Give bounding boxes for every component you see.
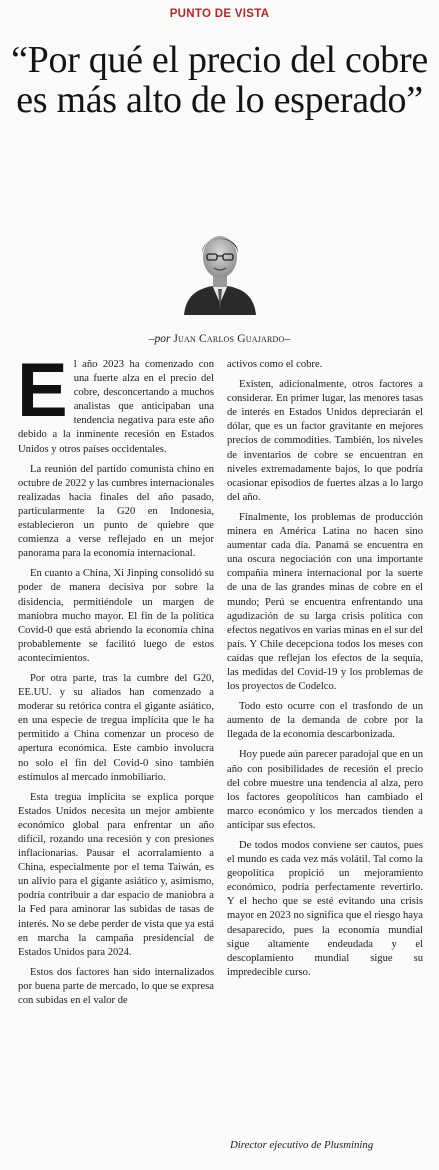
- paragraph: En cuanto a China, Xi Jinping consolidó su poder de manera decisiva por sobre la disidencia, permitiéndole un margen de maniobra mucho mayor. El fin de la política Covid-0 que está abriendo la economía china probablemente se facilitó luego de estos acontecimientos.: [18, 568, 214, 664]
- author-portrait: [178, 225, 262, 315]
- byline-prefix: –por: [148, 333, 174, 345]
- drop-cap: E: [17, 348, 68, 433]
- paragraph: Estos dos factores han sido internalizados por buena parte de mercado, lo que se expresa con subidas en el valor de: [18, 966, 214, 1007]
- article-column-left: [17, 348, 214, 1014]
- author-name: Juan Carlos Guajardo: [173, 333, 285, 345]
- paragraph: Esta tregua implícita se explica porque Estados Unidos necesita un mejor ambiente económico global para enfrentar un año difícil, rozando una recesión y con presiones inflacionarias. Pausar el acorralamiento a China, especialmente por el tema Taiwán, es un alivio para el gigante asiático y, asimismo, podría contribuir a dar espacio de maniobra a la Fed para aminorar las subidas de tasas de interés. No se debe perder de vista que ya está en marcha la campaña presidencial de Estados Unidos para 2024.: [18, 791, 214, 958]
- paragraph: Existen, adicionalmente, otros factores a considerar. En primer lugar, las menores tasas de interés en Estados Unidos depreciarán el dólar, que es un factor gravitante en mejores precios de commodities. También, los niveles de inventarios de cobre se encuentran en niveles extremadamente bajos, lo que podría ocasionar episodios de fuertes alzas a lo largo del año.: [227, 379, 423, 503]
- paragraph: activos como el cobre.: [227, 359, 323, 370]
- author-signature: Director ejecutivo de Plusmining: [230, 1139, 374, 1151]
- paragraph: La reunión del partido comunista chino en octubre de 2022 y las cumbres internacionales realizadas hacia finales del año pasado, particularmente la G20 en Indonesia, establecieron un punto de quiebre que comienza a verse reflejado en un mejor panorama para la economía internacional.: [18, 463, 214, 560]
- paragraph: De todos modos conviene ser cautos, pues el mundo es cada vez más volátil. Tal como la geopolítica propició un mejoramiento económico, podría perfectamente revertirlo. Y el hecho que se esté evitando una crisis mayor en 2023 no significa que el riesgo haya desaparecido, pues la economía mundial sigue altamente endeudada y el descoplamiento mundial sigue su impredecible curso.: [227, 840, 423, 978]
- paragraph: El año 2023 ha comenzado con una fuerte alza en el precio del cobre, desconcertando a muchos analistas que anticipaban una tendencia negativa para este año debido a la inminente recesión en Estados Unidos y otros países occidentales.: [17, 348, 214, 455]
- paragraph: Finalmente, los problemas de producción minera en América Latina no hacen sino aumentar cada día. Panamá se encuentra en una oscura negociación con una importante compañía minera internacional por la suerte de una de las grandes minas de cobre en el mundo; Perú se encuentra enfrentando una agudización de su larga crisis política con efectos negativos en varias minas en el sur del país. Y Chile decepciona todos los meses con caídas que reflejan los efectos de la sequía, las medidas del Covid-19 y los problemas de los proyectos de Codelco.: [227, 511, 423, 693]
- paragraph: Por otra parte, tras la cumbre del G20, EE.UU. y su aliados han comenzado a moderar su retórica contra el gigante asiático, en una especie de tregua implícita que le ha permitido a China comenzar un proceso de apertura económica. Este cambio involucra no solo el fin del Covid-0 sino también estímulos al mercado inmobiliario.: [18, 672, 214, 783]
- headline: “Por qué el precio del cobre es más alto de lo esperado”: [11, 39, 428, 121]
- article-column-right: [227, 358, 423, 986]
- byline-suffix: –: [284, 333, 291, 345]
- paragraph: Todo esto ocurre con el trasfondo de un aumento de la demanda de cobre por la llegada de la economía descarbonizada.: [227, 701, 423, 741]
- byline: [0, 333, 439, 345]
- kicker: PUNTO DE VISTA: [169, 8, 270, 20]
- paragraph: Hoy puede aún parecer paradojal que en un año con posibilidades de recesión el precio del cobre muestre una tendencia al alza, pero los factores geopolíticos han cambiado el marco económico y los mercados tienden a anticipar sus efectos.: [227, 749, 423, 831]
